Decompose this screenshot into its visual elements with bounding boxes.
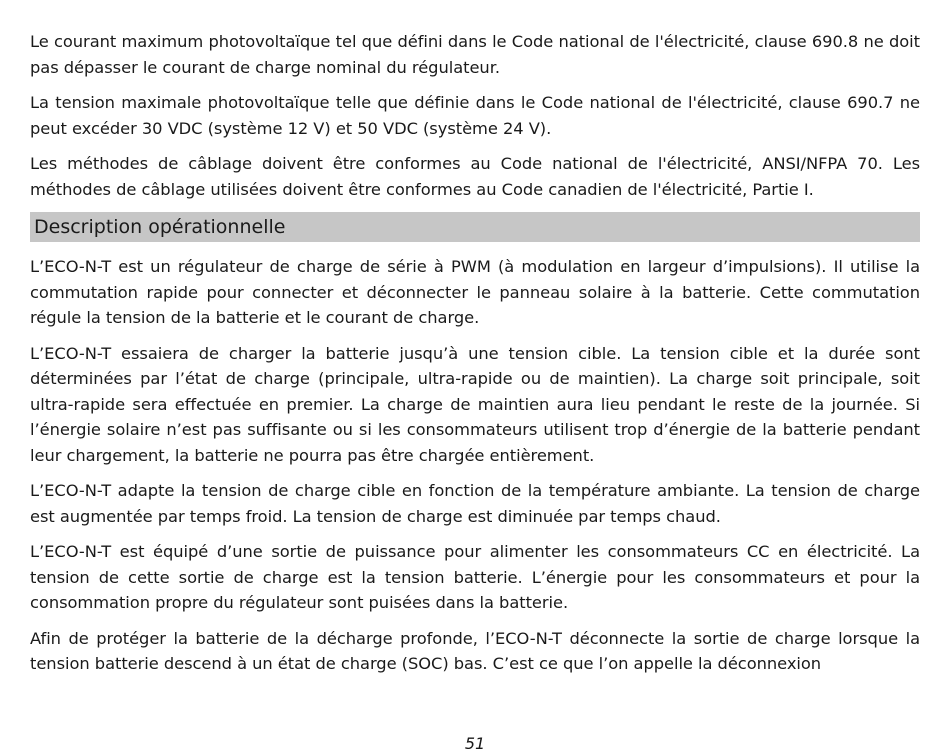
paragraph-load-output: L’ECO-N-T est équipé d’une sortie de puissance pour alimenter les consommateurs CC en électricité. La tension de cette sortie de charge est la tension batterie. L’énergie pour les consommateurs et pour la consommation propre du régulateur sont puisées dans la batterie. [30,542,920,612]
paragraph-max-current: Le courant maximum photovoltaïque tel que défini dans le Code national de l'électricité, clause 690.8 ne doit pas dépasser le courant de charge nominal du régulateur. [30,32,920,77]
paragraph-max-voltage: La tension maximale photovoltaïque telle que définie dans le Code national de l'électricité, clause 690.7 ne peut excéder 30 VDC (système 12 V) et 50 VDC (système 24 V). [30,93,920,138]
document-page [30,29,920,687]
paragraph-temperature-compensation: L’ECO-N-T adapte la tension de charge cible en fonction de la température ambiante. La tension de charge est augmentée par temps froid. La tension de charge est diminuée par temps chaud. [30,481,920,526]
paragraph-deep-discharge-protection: Afin de protéger la batterie de la décharge profonde, l’ECO-N-T déconnecte la sortie de charge lorsque la tension batterie descend à un état de charge (SOC) bas. C’est ce que l’on appelle la déconnexion [30,628,920,673]
section-heading-operational-description: Description opérationnelle [30,212,920,242]
page-number: 51 [464,734,486,753]
paragraph-wiring-methods: Les méthodes de câblage doivent être conformes au Code national de l'électricité, ANSI/NFPA 70. Les méthodes de câblage utilisées doivent être conformes au Code canadien de l'électricité, Partie I. [30,154,920,199]
paragraph-pwm-regulator: L’ECO-N-T est un régulateur de charge de série à PWM (à modulation en largeur d’impulsions). Il utilise la commutation rapide pour connecter et déconnecter le panneau solaire à la batterie. Cette commutation régule la tension de la batterie et le courant de charge. [30,257,920,327]
paragraph-charge-stages: L’ECO-N-T essaiera de charger la batterie jusqu’à une tension cible. La tension cible et la durée sont déterminées par l’état de charge (principale, ultra-rapide ou de maintien). La charge soit principale, soit ultra-rapide sera effectuée en premier. La charge de maintien aura lieu pendant le reste de la journée. Si l’énergie solaire n’est pas suffisante ou si les consommateurs utilisent trop d’énergie de la batterie pendant leur chargement, la batterie ne pourra pas être chargée entièrement. [30,343,920,465]
